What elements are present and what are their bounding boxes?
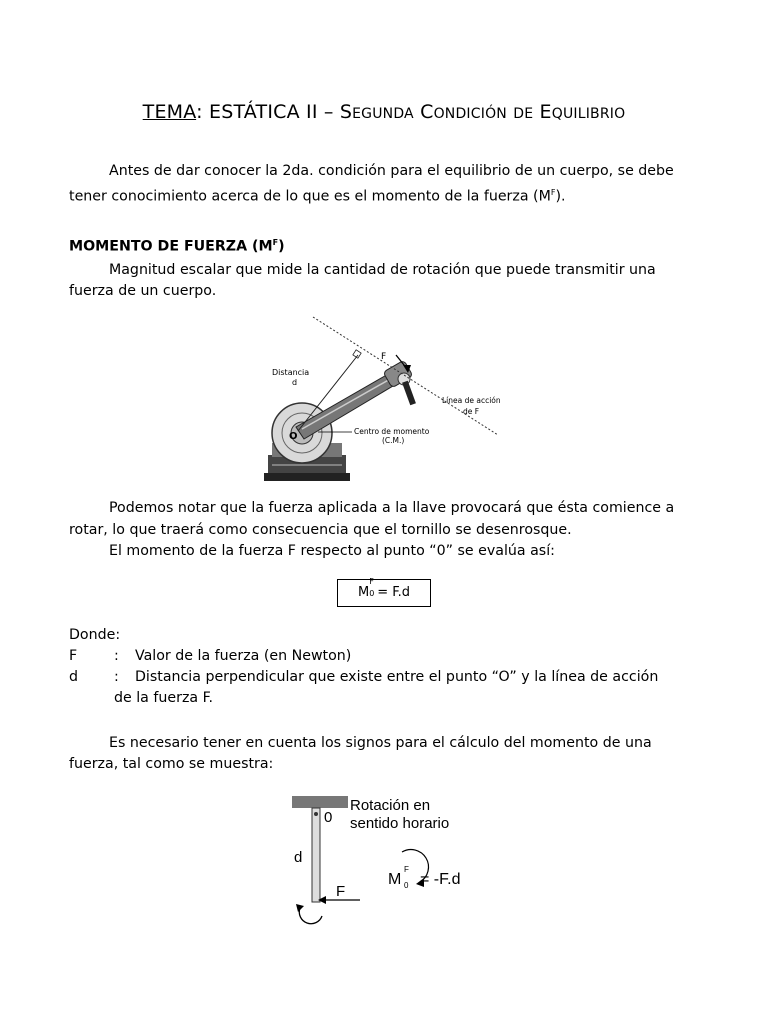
- title-tema: TEMA: [142, 101, 197, 123]
- rotation-arrow-bottom: [299, 908, 322, 924]
- signs-text-1: Es necesario tener en cuenta los signos para el cálculo del momento de una: [109, 735, 652, 751]
- momento-desc-text-1: Magnitud escalar que mide la cantidad de rotación que puede transmitir una: [109, 262, 656, 278]
- label-zero: 0: [324, 809, 333, 826]
- title-estatica: ESTÁTICA II: [209, 101, 318, 123]
- title-de: DE: [513, 106, 534, 122]
- wrench-diagram: [258, 315, 518, 485]
- title-segunda: SEGUNDA: [339, 101, 414, 123]
- signs-line-1: [69, 733, 699, 754]
- def-f-symbol: F: [69, 648, 78, 664]
- ceiling-block: [292, 796, 348, 808]
- signs-text-2: fuerza, tal como se muestra:: [69, 756, 274, 772]
- label-f-2: F: [336, 883, 346, 900]
- donde-label: [69, 625, 120, 646]
- label-rhs: = -F.d: [420, 871, 461, 888]
- def-f-colon: :: [114, 648, 119, 664]
- title-condicion: CONDICIÓN: [420, 101, 507, 123]
- label-o: O: [289, 431, 298, 442]
- momento-desc-text-2: fuerza de un cuerpo.: [69, 283, 217, 299]
- label-d-2: d: [294, 849, 303, 866]
- momento-desc-line-2: [69, 281, 216, 302]
- section-heading-momento: [69, 238, 285, 255]
- label-d: d: [292, 378, 298, 387]
- heading-close: ): [278, 238, 285, 255]
- explanation-text-3: El momento de la fuerza F respecto al punto “0” se evalúa así:: [109, 543, 555, 559]
- formula-scripts: [369, 577, 377, 598]
- formula-rhs: = F.d: [377, 585, 411, 600]
- rotation-diagram: [282, 790, 512, 930]
- def-f-text: Valor de la fuerza (en Newton): [135, 648, 352, 664]
- rotation-arrowhead-bottom: [296, 904, 304, 912]
- label-de-f: de F: [463, 407, 480, 416]
- label-linea: Línea de acción: [442, 396, 501, 405]
- intro-sup: F: [550, 188, 556, 197]
- title-colon: :: [196, 101, 203, 123]
- formula-box: [337, 579, 431, 607]
- formula-sub: 0: [369, 589, 375, 598]
- def-d-text-1-span: Distancia perpendicular que existe entre el punto “O” y la línea de acción: [135, 669, 659, 685]
- formula-m: M: [357, 585, 370, 600]
- explanation-text-2: rotar, lo que traerá como consecuencia que el tornillo se desenrosque.: [69, 522, 572, 538]
- donde-text: Donde:: [69, 627, 121, 643]
- label-m-sub: 0: [404, 881, 409, 890]
- title-equilibrio: EQUILIBRIO: [539, 101, 626, 123]
- intro-text-1: Antes de dar conocer la 2da. condición para el equilibrio de un cuerpo, se debe: [109, 163, 674, 179]
- label-cm: (C.M.): [382, 436, 405, 445]
- intro-line-1: [69, 161, 699, 182]
- def-d-text-2: de la fuerza F.: [114, 690, 213, 706]
- label-centro: Centro de momento: [354, 427, 430, 436]
- momento-desc-line-1: [109, 260, 656, 281]
- explanation-line-1: [69, 498, 699, 519]
- label-rotacion-1: Rotación en: [350, 797, 431, 814]
- def-d-text-1: [135, 667, 699, 688]
- label-distancia: Distancia: [272, 368, 310, 377]
- heading-sup: F: [272, 238, 279, 247]
- intro-text-2a: tener conocimiento acerca de lo que es el momento de la fuerza (M: [69, 188, 551, 205]
- page-title: [0, 101, 768, 123]
- bar: [312, 808, 320, 902]
- heading-text: MOMENTO DE FUERZA (M: [69, 238, 273, 255]
- label-m-sup: F: [404, 865, 409, 874]
- explanation-line-3: [109, 541, 555, 562]
- label-m: M: [388, 871, 402, 888]
- explanation-text-1: Podemos notar que la fuerza aplicada a la llave provocará que ésta comience a: [109, 500, 675, 516]
- title-dash: –: [323, 101, 334, 123]
- pivot-point: [314, 812, 318, 816]
- intro-text-2b: ).: [555, 188, 566, 205]
- explanation-line-2: [69, 520, 572, 541]
- label-rotacion-2: sentido horario: [350, 815, 450, 832]
- def-d-symbol: d: [69, 669, 79, 685]
- signs-line-2: [69, 754, 273, 775]
- intro-line-2: [69, 182, 565, 208]
- label-f: F: [381, 352, 387, 362]
- formula-sup: F: [369, 577, 374, 586]
- def-d-colon: :: [114, 669, 119, 685]
